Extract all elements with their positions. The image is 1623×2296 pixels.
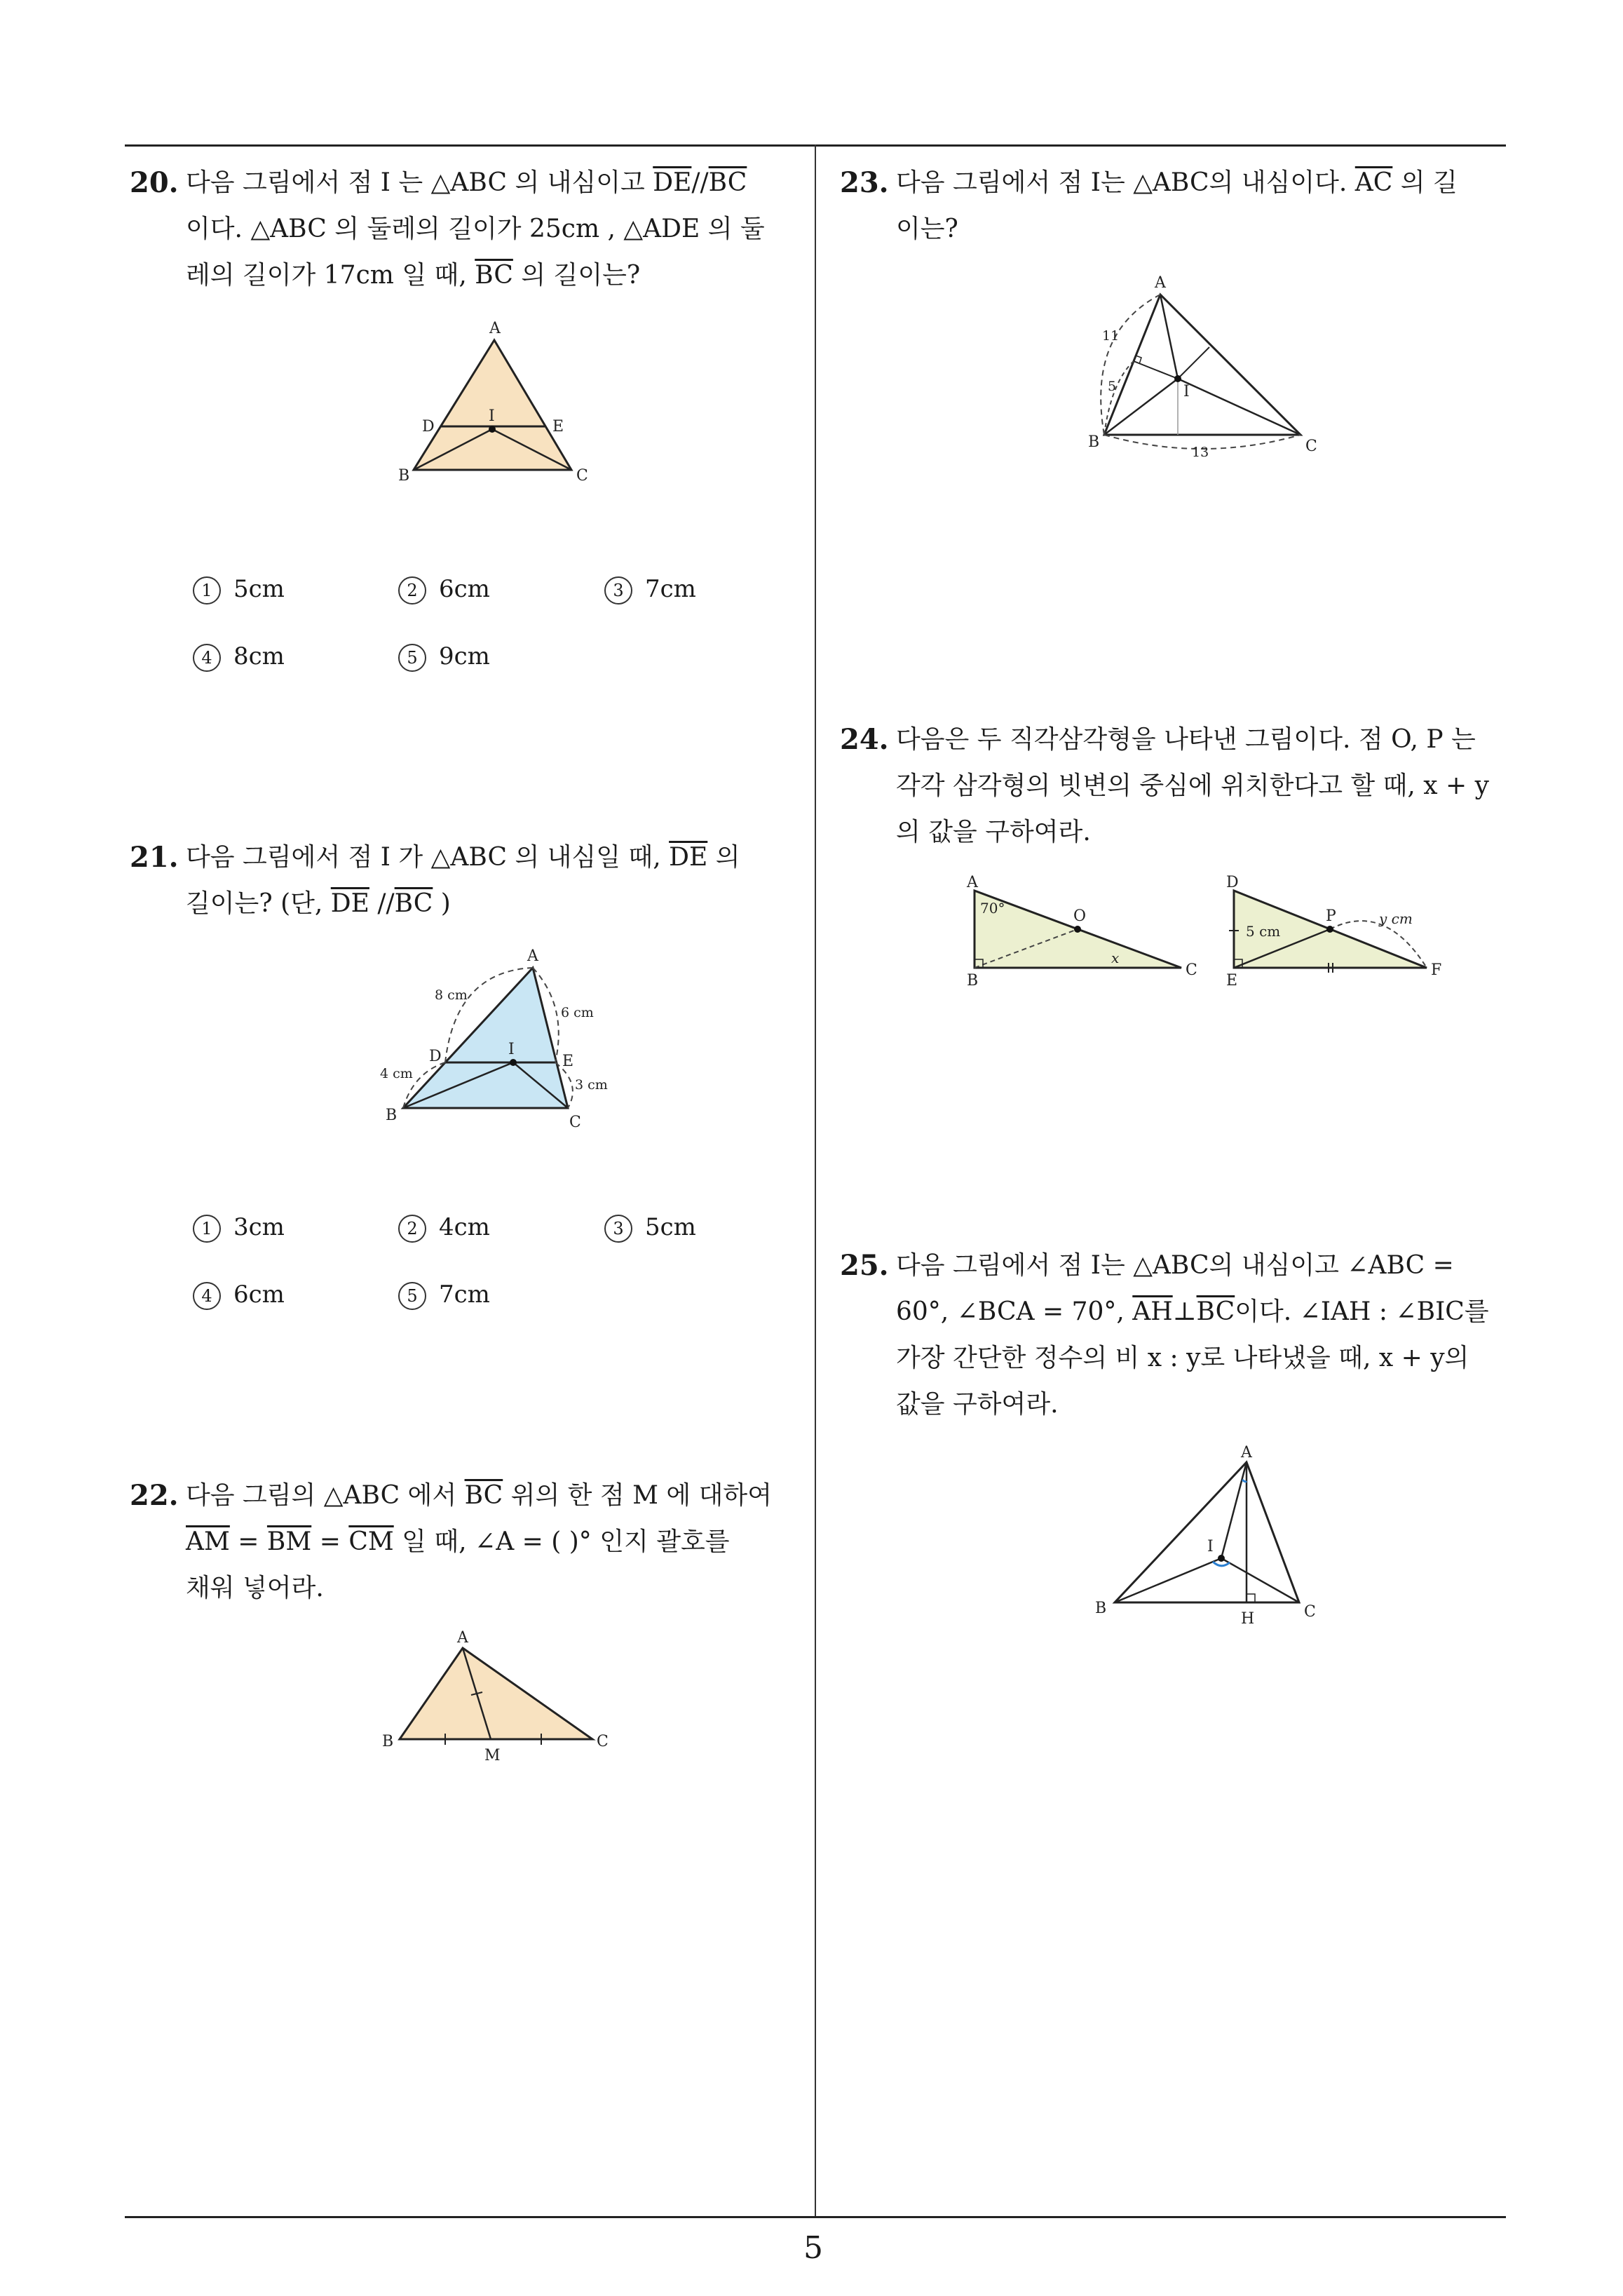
text-seg: 의 길 (1392, 168, 1458, 197)
segment-bm: $\overline{BM}$ (266, 1527, 312, 1556)
problem-text (186, 160, 803, 299)
label-x: x (1111, 950, 1120, 966)
segment-am: $\overline{AM}$ (186, 1527, 230, 1556)
text-seg: 다음 그림에서 점 I는 △ABC의 내심이다. (896, 168, 1355, 197)
label-i: I (489, 407, 495, 425)
choice-mark: 1 (193, 1215, 221, 1243)
label-m: M (484, 1747, 501, 1764)
problem-line (186, 160, 803, 206)
segment-bc: $\overline{BC}$ (475, 261, 513, 290)
problem-line: 가장 간단한 정수의 비 x : y로 나타냈을 때, x + y의 (896, 1344, 1469, 1372)
right-angle-mark (1247, 1594, 1255, 1602)
parallel-sign: // (691, 168, 709, 197)
label-length-bt: 5 (1108, 379, 1117, 394)
perp-sign: ⊥ (1172, 1297, 1197, 1326)
choice-mark: 3 (604, 1215, 632, 1243)
label-a: A (967, 874, 978, 891)
label-h: H (1241, 1610, 1255, 1628)
midpoint-p (1326, 926, 1333, 933)
triangle-abc (1104, 295, 1301, 435)
label-length-db: 4 cm (380, 1066, 413, 1081)
problem-number: 22. (130, 1479, 179, 1512)
label-b: B (398, 467, 410, 485)
label-b: B (967, 972, 979, 990)
incenter-point (1218, 1555, 1225, 1562)
choice-5[interactable] (398, 1281, 490, 1310)
problem-number: 24. (840, 723, 889, 756)
label-a: A (527, 947, 538, 965)
problem-line (896, 1289, 1513, 1335)
label-length-de: 5 cm (1246, 923, 1281, 940)
bottom-rule (125, 2216, 1506, 2218)
problem-text (186, 1473, 803, 1612)
figure-24-left (957, 873, 1195, 992)
label-angle: 70° (980, 900, 1005, 917)
text-seg: 일 때, ∠A = ( )° 인지 괄호를 (393, 1527, 730, 1556)
choice-text: 5cm (233, 575, 285, 603)
equals-sign: = (311, 1527, 349, 1556)
label-c: C (597, 1733, 609, 1750)
label-o: O (1073, 907, 1087, 925)
label-c: C (576, 467, 588, 485)
problem-line: 다음 그림에서 점 I는 △ABC의 내심이고 ∠ABC = (896, 1251, 1454, 1280)
label-f: F (1431, 961, 1442, 979)
label-length-ad: 8 cm (435, 987, 468, 1003)
choice-4[interactable] (193, 1281, 285, 1310)
problem-line (186, 252, 803, 299)
parallel-sign: // (369, 889, 395, 918)
choice-text: 9cm (439, 642, 490, 670)
choice-2[interactable] (398, 1213, 490, 1243)
label-a: A (457, 1629, 468, 1647)
choice-mark: 3 (604, 576, 632, 605)
problem-line (186, 1473, 803, 1519)
label-p: P (1326, 907, 1336, 925)
segment-cm: $\overline{CM}$ (348, 1527, 394, 1556)
problem-line: 이다. △ABC 의 둘레의 길이가 25cm , △ADE 의 둘 (186, 215, 765, 243)
problem-text (186, 835, 803, 927)
segment-de: $\overline{DE}$ (653, 168, 692, 197)
choice-text: 6cm (233, 1281, 285, 1309)
text-seg: 이다. ∠IAH : ∠BIC를 (1235, 1297, 1489, 1326)
problem-number: 25. (840, 1249, 889, 1282)
problem-line: 의 값을 구하여라. (896, 818, 1091, 846)
label-c: C (569, 1114, 581, 1131)
label-a: A (1241, 1444, 1252, 1461)
label-c: C (1186, 961, 1197, 979)
page-number: 5 (803, 2230, 823, 2266)
choice-text: 3cm (233, 1213, 285, 1241)
problem-line (186, 881, 803, 927)
label-length-ae: 6 cm (561, 1005, 594, 1020)
label-length-bc: 13 (1192, 445, 1209, 460)
label-i: I (1207, 1538, 1214, 1555)
choice-mark: 2 (398, 1215, 426, 1243)
choice-text: 4cm (439, 1213, 490, 1241)
text-seg: ) (433, 889, 451, 918)
label-b: B (382, 1733, 394, 1750)
text-seg: 길이는? (단, (186, 889, 331, 918)
problem-line: 다음은 두 직각삼각형을 나타낸 그림이다. 점 O, P 는 (896, 725, 1476, 754)
problem-number: 20. (130, 166, 179, 199)
triangle-abc (1115, 1462, 1299, 1602)
label-c: C (1305, 438, 1317, 455)
segment-bc: $\overline{BC}$ (394, 889, 433, 918)
choice-3[interactable] (604, 575, 696, 605)
choice-mark: 4 (193, 644, 221, 672)
problem-line: 각각 삼각형의 빗변의 중심에 위치한다고 할 때, x + y (896, 771, 1489, 800)
incenter-point (510, 1059, 517, 1066)
text-seg: 다음 그림의 △ABC 에서 (186, 1481, 465, 1510)
text-seg: 60°, ∠BCA = 70°, (896, 1297, 1133, 1326)
choice-text: 7cm (439, 1281, 490, 1309)
segment-ah: $\overline{AH}$ (1132, 1297, 1173, 1326)
figure-21 (372, 943, 638, 1133)
label-a: A (1155, 274, 1166, 292)
label-i: I (1183, 383, 1190, 400)
label-d: D (429, 1048, 442, 1065)
problem-text (896, 1243, 1513, 1428)
segment-bc: $\overline{BC}$ (464, 1481, 503, 1510)
label-c: C (1304, 1603, 1316, 1621)
problem-line: 값을 구하여라. (896, 1390, 1059, 1419)
segment-bc: $\overline{BC}$ (1196, 1297, 1235, 1326)
triangle-abc (400, 1648, 592, 1739)
label-i: I (508, 1041, 515, 1058)
figure-23 (1073, 270, 1339, 466)
problem-line: 이는? (896, 215, 958, 243)
choice-text: 8cm (233, 642, 285, 670)
problem-line (186, 835, 803, 881)
text-seg: 다음 그림에서 점 I 는 △ABC 의 내심이고 (186, 168, 653, 197)
text-seg: 의 길이는? (512, 261, 641, 290)
incenter-point (489, 426, 496, 433)
figure-24-right (1216, 873, 1469, 992)
choice-5[interactable] (398, 642, 490, 672)
choice-mark: 5 (398, 1282, 426, 1310)
choice-1[interactable] (193, 1213, 285, 1243)
segment-ai (1160, 295, 1178, 379)
label-e: E (562, 1053, 574, 1070)
choice-1[interactable] (193, 575, 285, 605)
perp-ac (1178, 347, 1209, 379)
text-seg: 다음 그림에서 점 I 가 △ABC 의 내심일 때, (186, 843, 670, 872)
problem-line (186, 1519, 803, 1565)
segment-ci (1178, 379, 1301, 435)
label-a: A (489, 320, 501, 337)
problem-text (896, 717, 1513, 856)
figure-20 (393, 316, 603, 491)
label-e: E (552, 418, 564, 435)
choice-text: 7cm (645, 575, 696, 603)
label-d: D (422, 418, 435, 435)
text-seg: 위의 한 점 M 에 대하여 (503, 1481, 772, 1510)
problem-line (896, 160, 1513, 206)
perp-ab (1134, 361, 1178, 379)
choice-mark: 4 (193, 1282, 221, 1310)
label-length-ec: 3 cm (575, 1077, 608, 1093)
choice-mark: 5 (398, 644, 426, 672)
figure-22 (375, 1627, 613, 1767)
segment-ci (1221, 1558, 1299, 1602)
choice-4[interactable] (193, 642, 285, 672)
choice-3[interactable] (604, 1213, 696, 1243)
choice-mark: 1 (193, 576, 221, 605)
label-y: y cm (1379, 910, 1413, 927)
label-length-ab: 11 (1102, 328, 1120, 344)
segment-de: $\overline{DE}$ (669, 843, 708, 872)
column-divider (815, 144, 816, 2217)
segment-bc: $\overline{BC}$ (708, 168, 747, 197)
label-b: B (1088, 433, 1100, 451)
text-seg: 레의 길이가 17cm 일 때, (186, 261, 475, 290)
problem-number: 21. (130, 841, 179, 874)
choice-mark: 2 (398, 576, 426, 605)
figure-25 (1087, 1445, 1325, 1634)
choice-text: 6cm (439, 575, 490, 603)
problem-text (896, 160, 1513, 252)
problem-line: 채워 넣어라. (186, 1574, 324, 1602)
label-b: B (1095, 1600, 1107, 1617)
segment-de: $\overline{DE}$ (330, 889, 369, 918)
triangle-abc (414, 340, 571, 470)
midpoint-o (1074, 926, 1081, 933)
label-e: E (1226, 972, 1238, 990)
choice-text: 5cm (645, 1213, 696, 1241)
segment-bi (1115, 1558, 1221, 1602)
incenter-point (1174, 375, 1181, 382)
equals-sign: = (229, 1527, 267, 1556)
choice-2[interactable] (398, 575, 490, 605)
text-seg: 의 (707, 843, 740, 872)
label-d: D (1226, 874, 1239, 891)
problem-number: 23. (840, 166, 889, 199)
label-b: B (386, 1107, 398, 1124)
segment-ac: $\overline{AC}$ (1354, 168, 1393, 197)
